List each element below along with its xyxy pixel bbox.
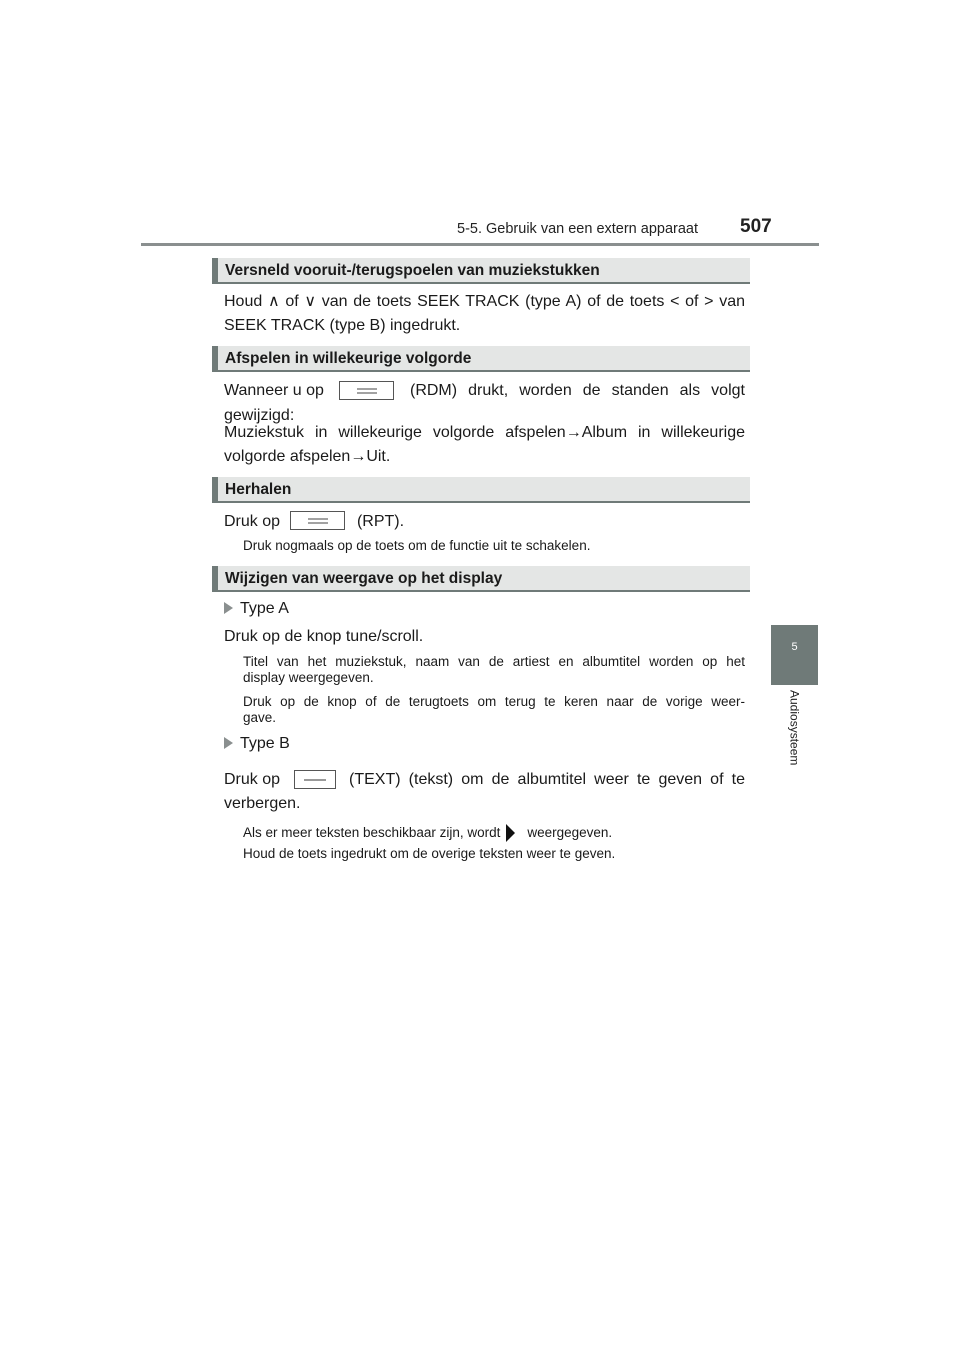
type-b-note1-post: weergegeven.: [527, 825, 613, 840]
rpt-button-mark: [308, 518, 328, 523]
page-number: 507: [740, 216, 772, 237]
repeat-text-line1: [224, 509, 745, 534]
random-text-line2: gewijzigd:: [224, 407, 295, 424]
fast-forward-text-line1: Houd ∧ of ∨ van de toets SEEK TRACK (type A) of de toets < of > van: [224, 293, 745, 310]
type-a-note2-line2: gave.: [243, 710, 277, 725]
chapter-title: 5-5. Gebruik van een extern apparaat: [457, 221, 699, 237]
header-divider: [141, 243, 819, 246]
bullet-triangle-icon: [224, 737, 233, 749]
bullet-triangle-icon: [224, 602, 233, 614]
section-heading-fast-forward: Versneld vooruit-/terugspoelen van muziekstukken: [212, 258, 750, 284]
section-heading-display: Wijzigen van weergave op het display: [212, 566, 750, 592]
type-b-text-line2: verbergen.: [224, 795, 301, 812]
type-a-note1-line2: display weergegeven.: [243, 670, 374, 685]
rdm-button-mark: [357, 388, 377, 393]
section-heading-random: Afspelen in willekeurige volgorde: [212, 346, 750, 372]
type-b-note2: Houd de toets ingedrukt om de overige teksten weer te geven.: [243, 846, 616, 861]
type-a-note2-line1: Druk op de knop of de terugtoets om terug te keren naar de vorige weer-: [243, 694, 745, 709]
chapter-side-label-text: Audiosysteem: [787, 690, 802, 766]
more-text-arrow-icon: [506, 824, 515, 842]
type-b-note1: [243, 824, 745, 842]
repeat-text-pre: Druk op: [224, 513, 281, 530]
type-b-text-pre: Druk op: [224, 771, 281, 788]
type-b-note1-pre: Als er meer teksten beschikbaar zijn, wordt: [243, 825, 501, 840]
random-text-line4: volgorde afspelen→Uit.: [224, 448, 391, 465]
type-a-instruction: Druk op de knop tune/scroll.: [224, 628, 424, 645]
text-button-mark: [304, 779, 326, 780]
chapter-side-label: [771, 690, 818, 790]
chapter-tab: 5: [771, 625, 818, 685]
section-heading-repeat: Herhalen: [212, 477, 750, 503]
rpt-button-icon: [290, 511, 345, 530]
type-b-text-line1: [224, 767, 745, 792]
random-text-post: (RDM) drukt, worden de standen als volgt: [409, 382, 745, 399]
random-text-line1: [224, 378, 745, 403]
type-b-bullet: [224, 733, 290, 755]
type-b-text-post: (TEXT) (tekst) om de albumtitel weer te geven of te: [349, 771, 745, 788]
type-a-bullet: [224, 598, 289, 620]
random-text-pre: Wanneer u op: [224, 382, 324, 399]
type-b-label: Type B: [240, 735, 290, 752]
fast-forward-text-line2: SEEK TRACK (type B) ingedrukt.: [224, 317, 461, 334]
type-a-note1-line1: Titel van het muziekstuk, naam van de artiest en albumtitel worden op het: [243, 654, 745, 669]
random-text-line3: Muziekstuk in willekeurige volgorde afspelen→Album in willekeurige: [224, 424, 745, 441]
rdm-button-icon: [339, 381, 394, 400]
repeat-text-post: (RPT).: [356, 513, 405, 530]
repeat-note: Druk nogmaals op de toets om de functie uit te schakelen.: [243, 538, 591, 553]
text-button-icon: [294, 770, 336, 789]
type-a-label: Type A: [240, 600, 289, 617]
